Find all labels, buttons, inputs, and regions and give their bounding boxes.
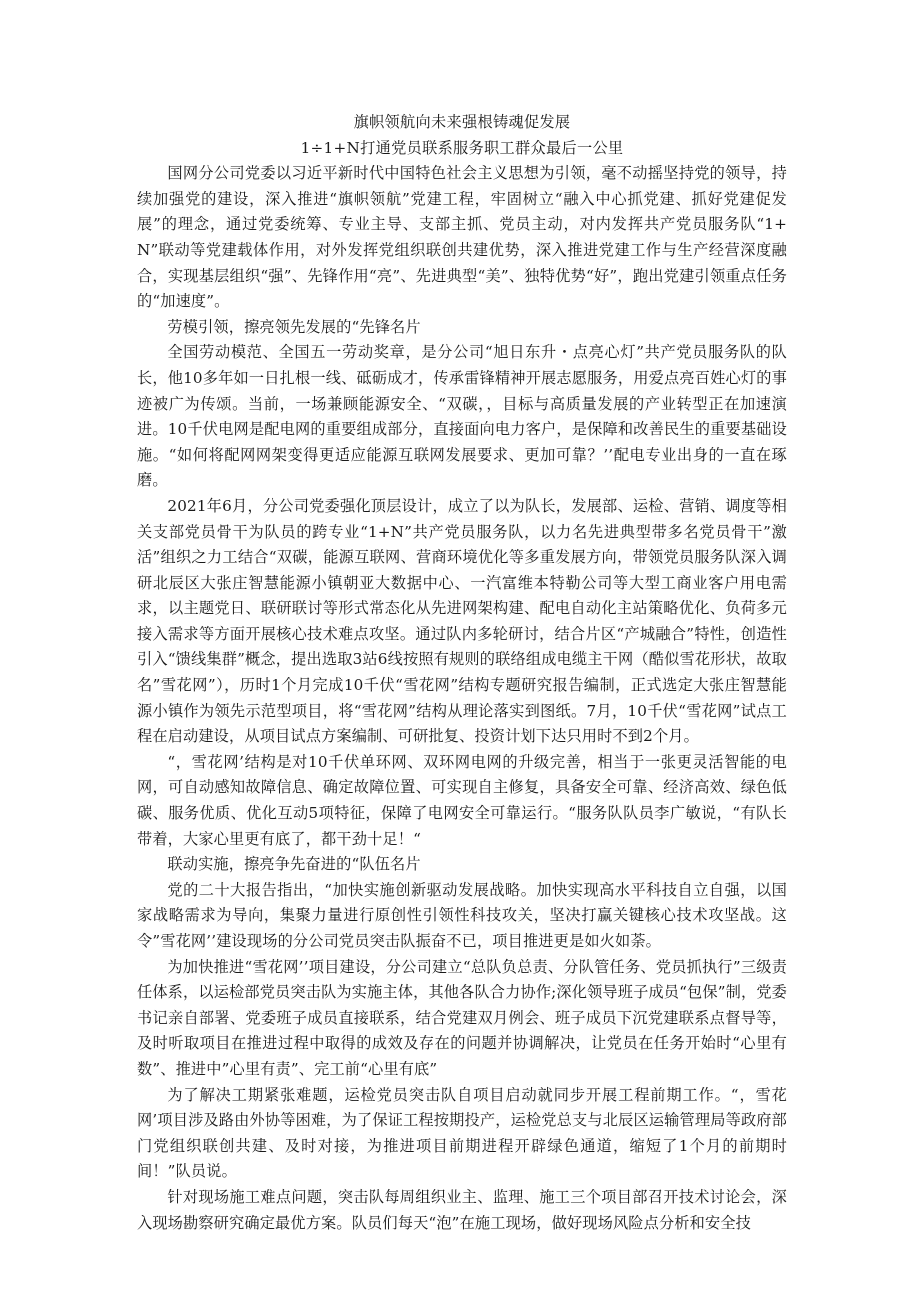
paragraph: 为加快推进“雪花网’’项目建设，分公司建立“总队负总责、分队管任务、党员抓执行”三级责任体系，以运检部党员突击队为实施主体，其他各队合力协作;深化领导班子成员“包保”制，党委书记亲自部署、党委班子成员直接联系，结合党建双月例会、班子成员下沉党建联系点督导等，及时听取项目在推进过程中取得的成效及存在的问题并协调解决，让党员在任务开始时“心里有数”、推进中”心里有责”、完工前“心里有底” — [137, 957, 787, 1078]
paragraph: 全国劳动模范、全国五一劳动奖章，是分公司“旭日东升・点亮心灯”共产党员服务队的队长，他10多年如一日扎根一线、砥砺成才，传承雷锋精神开展志愿服务，用爱点亮百姓心灯的事迹被广为传颂。当前，一场兼顾能源安全、“双碳，，目标与高质量发展的产业转型正在加速演进。10千伏电网是配电网的重要组成部分，直接面向电力客户，是保障和改善民生的重要基础设施。“如何将配网网架变得更适应能源互联网发展要求、更加可靠？’’配电专业出身的一直在琢磨。 — [137, 343, 787, 490]
document-body — [137, 110, 787, 1236]
paragraph: 党的二十大报告指出，“加快实施创新驱动发展战略。加快实现高水平科技自立自强，以国家战略需求为导向，集聚力量进行原创性引领性科技攻关，坚决打赢关键核心技术攻坚战。这令”雪花网’’建设现场的分公司党员突击队振奋不已，项目推进更是如火如荼。 — [137, 880, 787, 950]
document-subtitle: 1÷1+N打通党员联系服务职工群众最后一公里 — [300, 138, 624, 157]
paragraph: 针对现场施工难点问题，突击队每周组织业主、监理、施工三个项目部召开技术讨论会，深入现场勘察研究确定最优方案。队员们每天“泡”在施工现场，做好现场风险点分析和安全技 — [137, 1187, 787, 1232]
paragraph: 为了解决工期紧张难题，运检党员突击队自项目启动就同步开展工程前期工作。“，雪花网’项目涉及路由外协等困难，为了保证工程按期投产，运检党总支与北辰区运输管理局等政府部门党组织联创共建、及时对接，为推进项目前期进程开辟绿色通道，缩短了1个月的前期时间！”队员说。 — [137, 1085, 787, 1181]
paragraph: 2021年6月，分公司党委强化顶层设计，成立了以为队长，发展部、运检、营销、调度等相关支部党员骨干为队员的跨专业“1+N”共产党员服务队，以力名先进典型带多名党员骨干”激活”组织之力工结合“双碳，能源互联网、营商环境优化等多重发展方向，带领党员服务队深入调研北辰区大张庄智慧能源小镇朝亚大数据中心、一汽富维本特勒公司等大型工商业客户用电需求，以主题党日、联研联讨等形式常态化从先进网架构建、配电自动化主站策略优化、负荷多元接入需求等方面开展核心技术难点攻坚。通过队内多轮研讨，结合片区“产城融合”特性，创造性引入“馈线集群”概念，提出选取3站6线按照有规则的联络组成电缆主干网（酷似雪花形状，故取名”雪花网”），历时1个月完成10千伏“雪花网”结构专题研究报告编制，正式选定大张庄智慧能源小镇作为领先示范型项目，将“雪花网”结构从理论落实到图纸。7月，10千伏“雪花网”试点工程在启动建设，从项目试点方案编制、可研批复、投资计划下达只用时不到2个月。 — [137, 496, 787, 746]
document-title: 旗帜领航向未来强根铸魂促发展 — [353, 113, 571, 131]
section-heading-pioneer: 劳模引领，擦亮领先发展的“先锋名片 — [167, 317, 421, 336]
section-heading-team: 联动实施，擦亮争先奋进的“队伍名片 — [167, 855, 421, 874]
paragraph-intro: 国网分公司党委以习近平新时代中国特色社会主义思想为引领，毫不动摇坚持党的领导，持续加强党的建设，深入推进“旗帜领航”党建工程，牢固树立“融入中心抓党建、抓好党建促发展”的理念，通过党委统筹、专业主导、支部主抓、党员主动，对内发挥共产党员服务队“1+N”联动等党建载体作用，对外发挥党组织联创共建优势，深入推进党建工作与生产经营深度融合，实现基层组织“强”、先锋作用“亮”、先进典型“美”、独特优势“好”，跑出党建引领重点任务的“加速度”。 — [137, 164, 787, 311]
paragraph: “，雪花网’结构是对10千伏单环网、双环网电网的升级完善，相当于一张更灵活智能的电网，可自动感知故障信息、确定故障位置、可实现自主修复，具备安全可靠、经济高效、绿色低碳、服务优质、优化互动5项特征，保障了电网安全可靠运行。“服务队队员李广敏说，“有队长带着，大家心里更有底了，都干劲十足！“ — [137, 752, 787, 848]
